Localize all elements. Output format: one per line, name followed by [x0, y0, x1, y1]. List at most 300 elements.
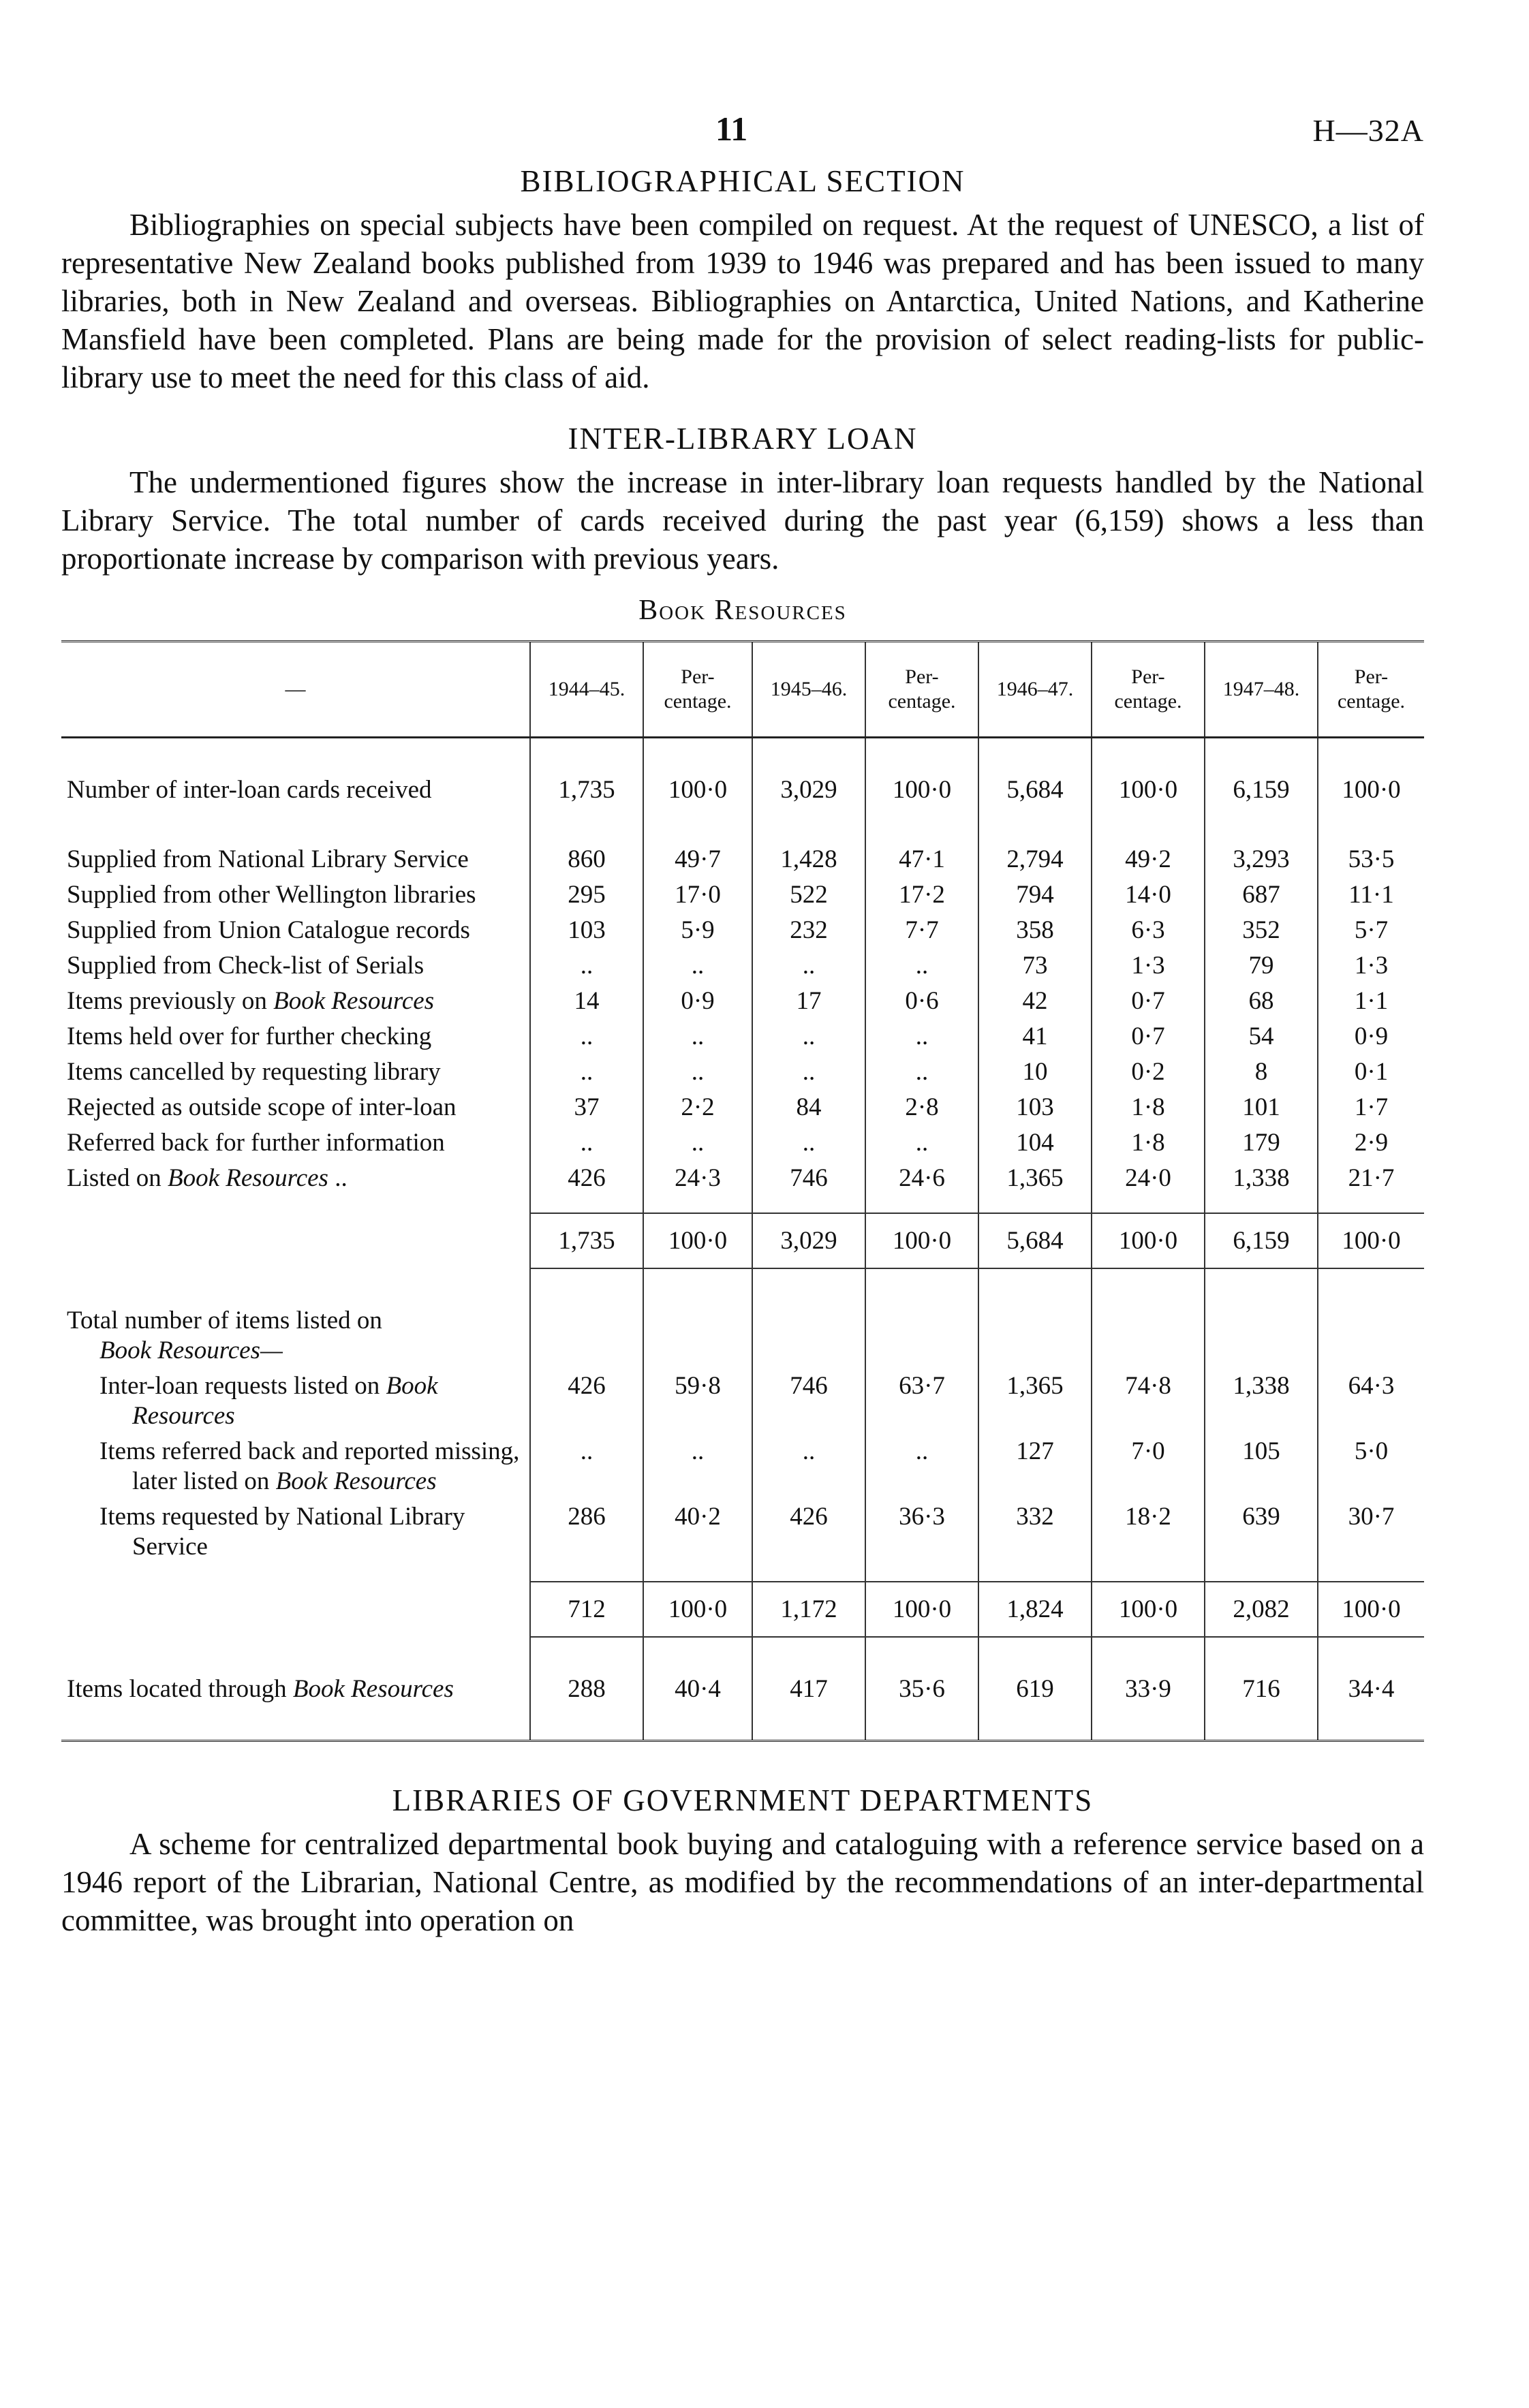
spacer-cell [1205, 1196, 1318, 1213]
value-cell: 6·3 [1092, 913, 1205, 948]
value-cell: .. [530, 1019, 643, 1054]
value-cell: 41 [978, 1019, 1092, 1054]
value-cell: .. [865, 1434, 978, 1499]
spacer-cell [1205, 1303, 1318, 1369]
value-cell: 49·7 [643, 842, 752, 877]
spacer-cell [865, 1707, 978, 1741]
total-value-cell: 1,824 [978, 1582, 1092, 1637]
value-cell: 1,365 [978, 1369, 1092, 1434]
value-cell: 5·7 [1318, 913, 1424, 948]
row-label-italic: Book Resources [273, 987, 435, 1015]
spacer-cell [865, 1268, 978, 1303]
value-cell: .. [643, 1054, 752, 1090]
bibliographical-text: Bibliographies on special subjects have been compiled on request. At the request of UNESCO, a list of representative New Zealand books published from 1939 to 1946 was prepared and has been issued to many libraries, both in New Zealand and overseas. Bibliographies on Antarctica, United Nations, and Katherine Mansfield have been completed. Plans are being made for the provision of select reading-lists for public-library use to meet the need for this class of aid. [61, 208, 1424, 394]
value-cell: 3,029 [752, 772, 865, 808]
spacer-cell [61, 1637, 530, 1672]
spacer-cell [1092, 1565, 1205, 1582]
row-label-text [67, 845, 524, 875]
value-cell: .. [530, 1434, 643, 1499]
spacer-row [61, 808, 1424, 842]
value-cell: 17·2 [865, 877, 978, 913]
interlibrary-heading: INTER-LIBRARY LOAN [568, 422, 918, 456]
spacer-cell [61, 808, 530, 842]
table-row [61, 1161, 1424, 1196]
value-cell: 8 [1205, 1054, 1318, 1090]
value-cell: 1,428 [752, 842, 865, 877]
value-cell: 33·9 [1092, 1672, 1205, 1707]
value-cell: 14·0 [1092, 877, 1205, 913]
value-cell: 0·6 [865, 984, 978, 1019]
row-label-cell [61, 1090, 530, 1125]
table-header-row [61, 642, 1424, 738]
value-cell: 54 [1205, 1019, 1318, 1054]
value-cell: 6,159 [1205, 772, 1318, 808]
value-cell: 100·0 [1318, 772, 1424, 808]
spacer-cell [1092, 1707, 1205, 1741]
total-value-cell: 100·0 [865, 1213, 978, 1268]
value-cell: 24·3 [643, 1161, 752, 1196]
row-label-cell [61, 984, 530, 1019]
row-label-cell [61, 1434, 530, 1499]
value-cell: 746 [752, 1369, 865, 1434]
value-cell: 64·3 [1318, 1369, 1424, 1434]
value-cell: 24·6 [865, 1161, 978, 1196]
spacer-cell [865, 1196, 978, 1213]
spacer-cell [530, 1196, 643, 1213]
value-cell: 0·9 [1318, 1019, 1424, 1054]
value-cell: 3,293 [1205, 842, 1318, 877]
value-cell: 18·2 [1092, 1499, 1205, 1565]
value-cell: 522 [752, 877, 865, 913]
header-cell: 1944–45. [530, 642, 643, 738]
spacer-cell [643, 808, 752, 842]
value-cell: .. [865, 1019, 978, 1054]
total-value-cell: 100·0 [1092, 1213, 1205, 1268]
total-value-cell: 100·0 [643, 1213, 752, 1268]
value-cell: 295 [530, 877, 643, 913]
row-label-text [67, 1057, 524, 1087]
value-cell: 47·1 [865, 842, 978, 877]
row-label: Supplied from National Library Service [67, 845, 469, 873]
document-reference: H—32A [1312, 113, 1424, 148]
value-cell: 1,338 [1205, 1161, 1318, 1196]
value-cell: 716 [1205, 1672, 1318, 1707]
value-cell: 84 [752, 1090, 865, 1125]
value-cell: .. [865, 1125, 978, 1161]
value-cell: 74·8 [1092, 1369, 1205, 1434]
spacer-cell [1318, 1637, 1424, 1672]
value-cell: 35·6 [865, 1672, 978, 1707]
spacer-cell [643, 1707, 752, 1741]
spacer-cell [530, 1268, 643, 1303]
value-cell: 34·4 [1318, 1672, 1424, 1707]
table-row [61, 772, 1424, 808]
value-cell: .. [752, 1434, 865, 1499]
spacer-cell [1318, 1268, 1424, 1303]
book-resources-table [61, 640, 1424, 1742]
row-label-text [67, 1128, 524, 1158]
group-heading-cell [61, 1303, 530, 1369]
value-cell: 37 [530, 1090, 643, 1125]
spacer-cell [978, 1637, 1092, 1672]
value-cell: .. [643, 948, 752, 984]
spacer-cell [752, 1196, 865, 1213]
spacer-cell [61, 1565, 530, 1582]
value-cell: 104 [978, 1125, 1092, 1161]
value-cell: 127 [978, 1434, 1092, 1499]
total-value-cell: 100·0 [1092, 1582, 1205, 1637]
total-label-cell [61, 1213, 530, 1268]
value-cell: 2,794 [978, 842, 1092, 877]
row-label-italic: Book Resources [275, 1467, 437, 1495]
total-value-cell: 2,082 [1205, 1582, 1318, 1637]
value-cell: 24·0 [1092, 1161, 1205, 1196]
spacer-cell [530, 808, 643, 842]
value-cell: 49·2 [1092, 842, 1205, 877]
spacer-cell [865, 1637, 978, 1672]
table-row [61, 913, 1424, 948]
value-cell: 2·8 [865, 1090, 978, 1125]
spacer-cell [752, 1303, 865, 1369]
value-cell: 42 [978, 984, 1092, 1019]
total-row [61, 1582, 1424, 1637]
total-value-cell: 3,029 [752, 1213, 865, 1268]
row-label-cell [61, 1161, 530, 1196]
value-cell: .. [752, 1019, 865, 1054]
spacer-cell [1092, 1196, 1205, 1213]
header-cell: Per-centage. [1092, 642, 1205, 738]
value-cell: .. [752, 1054, 865, 1090]
row-label: Supplied from other Wellington libraries [67, 881, 476, 909]
value-cell: 101 [1205, 1090, 1318, 1125]
spacer-cell [1092, 1268, 1205, 1303]
value-cell: 100·0 [643, 772, 752, 808]
value-cell: 426 [752, 1499, 865, 1565]
spacer-cell [752, 1565, 865, 1582]
value-cell: 426 [530, 1161, 643, 1196]
table-row [61, 1434, 1424, 1499]
table-row [61, 984, 1424, 1019]
row-label-text [67, 1371, 524, 1431]
spacer-cell [530, 1565, 643, 1582]
value-cell: .. [752, 1125, 865, 1161]
spacer-cell [1318, 1565, 1424, 1582]
total-value-cell: 100·0 [865, 1582, 978, 1637]
value-cell: .. [865, 1054, 978, 1090]
value-cell: 794 [978, 877, 1092, 913]
value-cell: 79 [1205, 948, 1318, 984]
spacer-cell [752, 808, 865, 842]
spacer-cell [865, 1565, 978, 1582]
value-cell: 10 [978, 1054, 1092, 1090]
value-cell: 0·7 [1092, 1019, 1205, 1054]
table-row [61, 1019, 1424, 1054]
value-cell: 7·7 [865, 913, 978, 948]
row-label-prefix: Items previously on [67, 987, 274, 1015]
spacer-cell [1205, 808, 1318, 842]
table-row [61, 877, 1424, 913]
spacer-cell [1318, 808, 1424, 842]
spacer-cell [643, 1565, 752, 1582]
govdept-text: A scheme for centralized departmental book buying and cataloguing with a reference service based on a 1946 report of the Librarian, National Centre, as modified by the recommendations of an inter-departmental committee, was brought into operation on [61, 1827, 1424, 1937]
row-label: Items held over for further checking [67, 1022, 432, 1050]
value-cell: .. [865, 948, 978, 984]
value-cell: 2·9 [1318, 1125, 1424, 1161]
value-cell: 100·0 [1092, 772, 1205, 808]
value-cell: 100·0 [865, 772, 978, 808]
spacer-cell [1318, 1707, 1424, 1741]
row-label-cell [61, 1672, 530, 1707]
value-cell: 59·8 [643, 1369, 752, 1434]
value-cell: 352 [1205, 913, 1318, 948]
spacer-cell [643, 1637, 752, 1672]
value-cell: 639 [1205, 1499, 1318, 1565]
table-row [61, 1054, 1424, 1090]
row-label: Items cancelled by requesting library [67, 1058, 441, 1086]
row-label: Supplied from Check-list of Serials [67, 952, 424, 980]
spacer-cell [1205, 1637, 1318, 1672]
value-cell: 5·9 [643, 913, 752, 948]
value-cell: 40·4 [643, 1672, 752, 1707]
spacer-cell [1092, 1637, 1205, 1672]
value-cell: 332 [978, 1499, 1092, 1565]
row-label-cell [61, 1125, 530, 1161]
row-label-italic: Book Resources [132, 1372, 438, 1430]
value-cell: 7·0 [1092, 1434, 1205, 1499]
value-cell: 53·5 [1318, 842, 1424, 877]
row-label-text [67, 916, 524, 945]
table-row [61, 1090, 1424, 1125]
row-label-text [67, 1093, 524, 1123]
row-label-italic: Book Resources [167, 1164, 328, 1192]
page [61, 102, 1424, 1939]
row-label: Referred back for further information [67, 1129, 445, 1157]
spacer-cell [530, 1637, 643, 1672]
value-cell: 1·3 [1318, 948, 1424, 984]
value-cell: 1,735 [530, 772, 643, 808]
spacer-cell [61, 1196, 530, 1213]
value-cell: 232 [752, 913, 865, 948]
row-label-cell [61, 772, 530, 808]
spacer-cell [1092, 808, 1205, 842]
table-row [61, 1499, 1424, 1565]
spacer-cell [61, 1707, 530, 1741]
header-cell: — [61, 642, 530, 738]
value-cell: 0·2 [1092, 1054, 1205, 1090]
interlibrary-text: The undermentioned figures show the increase in inter-library loan requests handled by the National Library Service. The total number of cards received during the past year (6,159) shows a less than proportionate increase by comparison with previous years. [61, 465, 1424, 576]
header-cell: Per-centage. [865, 642, 978, 738]
value-cell: 619 [978, 1672, 1092, 1707]
row-label-cell [61, 842, 530, 877]
value-cell: 2·2 [643, 1090, 752, 1125]
spacer-cell [978, 1196, 1092, 1213]
table-row [61, 1125, 1424, 1161]
value-cell: 103 [978, 1090, 1092, 1125]
row-label-cell [61, 913, 530, 948]
spacer-row [61, 1268, 1424, 1303]
value-cell: 358 [978, 913, 1092, 948]
value-cell: .. [643, 1125, 752, 1161]
value-cell: 426 [530, 1369, 643, 1434]
row-label-text [67, 951, 524, 981]
header-cell: 1947–48. [1205, 642, 1318, 738]
spacer-cell [643, 1303, 752, 1369]
row-label-italic: Book Resources [292, 1675, 454, 1703]
row-label-cell [61, 948, 530, 984]
value-cell: 288 [530, 1672, 643, 1707]
value-cell: 17·0 [643, 877, 752, 913]
value-cell: 1·3 [1092, 948, 1205, 984]
govdept-heading: LIBRARIES OF GOVERNMENT DEPARTMENTS [392, 1783, 1094, 1817]
spacer-cell [865, 1303, 978, 1369]
spacer-row [61, 1196, 1424, 1213]
spacer-cell [978, 1707, 1092, 1741]
row-label-cell [61, 1499, 530, 1565]
value-cell: 105 [1205, 1434, 1318, 1499]
value-cell: .. [530, 1054, 643, 1090]
value-cell: 5,684 [978, 772, 1092, 808]
spacer-cell [865, 808, 978, 842]
row-label-suffix: .. [328, 1164, 348, 1192]
value-cell: .. [643, 1434, 752, 1499]
value-cell: 68 [1205, 984, 1318, 1019]
spacer-cell [530, 1303, 643, 1369]
spacer-cell [530, 1707, 643, 1741]
value-cell: 1,338 [1205, 1369, 1318, 1434]
row-label-text [67, 880, 524, 910]
spacer-cell [643, 1196, 752, 1213]
row-label-text [67, 1674, 524, 1704]
total-value-cell: 100·0 [1318, 1213, 1424, 1268]
table-body [61, 738, 1424, 1741]
value-cell: 0·7 [1092, 984, 1205, 1019]
table-row [61, 842, 1424, 877]
row-label-text [67, 775, 524, 805]
spacer-cell [978, 1303, 1092, 1369]
spacer-row [61, 1637, 1424, 1672]
row-label-prefix: Inter-loan requests listed on [99, 1372, 386, 1400]
value-cell: 179 [1205, 1125, 1318, 1161]
value-cell: 30·7 [1318, 1499, 1424, 1565]
value-cell: 860 [530, 842, 643, 877]
group-heading-italic: Book Resources— [99, 1336, 283, 1364]
row-label-cell [61, 1369, 530, 1434]
row-label-text [67, 1022, 524, 1052]
value-cell: .. [530, 948, 643, 984]
value-cell: 1·7 [1318, 1090, 1424, 1125]
value-cell: 14 [530, 984, 643, 1019]
row-label-text [67, 986, 524, 1016]
spacer-cell [978, 808, 1092, 842]
spacer-cell [978, 1268, 1092, 1303]
value-cell: 103 [530, 913, 643, 948]
value-cell: 73 [978, 948, 1092, 984]
value-cell: 1·1 [1318, 984, 1424, 1019]
total-value-cell: 100·0 [643, 1582, 752, 1637]
row-label-cell [61, 877, 530, 913]
page-header [61, 102, 1424, 163]
total-value-cell: 6,159 [1205, 1213, 1318, 1268]
spacer-row [61, 1707, 1424, 1741]
total-value-cell: 712 [530, 1582, 643, 1637]
total-row [61, 1213, 1424, 1268]
row-label-text [67, 1163, 524, 1193]
row-label: Items requested by National Library Service [99, 1503, 465, 1561]
value-cell: .. [643, 1019, 752, 1054]
value-cell: 1·8 [1092, 1125, 1205, 1161]
row-label: Rejected as outside scope of inter-loan [67, 1093, 457, 1121]
value-cell: 746 [752, 1161, 865, 1196]
group-heading-row [61, 1303, 1424, 1369]
row-label: Supplied from Union Catalogue records [67, 916, 470, 944]
spacer-cell [1205, 1707, 1318, 1741]
spacer-cell [1318, 1303, 1424, 1369]
table-row [61, 948, 1424, 984]
spacer-cell [752, 1707, 865, 1741]
value-cell: 687 [1205, 877, 1318, 913]
value-cell: 1·8 [1092, 1090, 1205, 1125]
group-heading: Total number of items listed on [67, 1307, 382, 1334]
page-number: 11 [715, 110, 748, 148]
table-title: Book Resources [638, 595, 847, 626]
total-value-cell: 1,172 [752, 1582, 865, 1637]
row-label-cell [61, 1054, 530, 1090]
row-label-prefix: Listed on [67, 1164, 168, 1192]
value-cell: 0·1 [1318, 1054, 1424, 1090]
value-cell: 17 [752, 984, 865, 1019]
value-cell: .. [530, 1125, 643, 1161]
value-cell: 21·7 [1318, 1161, 1424, 1196]
spacer-row [61, 1565, 1424, 1582]
value-cell: 417 [752, 1672, 865, 1707]
value-cell: 63·7 [865, 1369, 978, 1434]
header-cell: Per-centage. [1318, 642, 1424, 738]
row-label-prefix: Items referred back and reported missing, later listed on [99, 1437, 520, 1495]
spacer-cell [1205, 1268, 1318, 1303]
table-row [61, 1369, 1424, 1434]
total-value-cell: 5,684 [978, 1213, 1092, 1268]
header-cell: 1946–47. [978, 642, 1092, 738]
total-value-cell: 1,735 [530, 1213, 643, 1268]
value-cell: 11·1 [1318, 877, 1424, 913]
total-value-cell: 100·0 [1318, 1582, 1424, 1637]
value-cell: 40·2 [643, 1499, 752, 1565]
spacer-cell [61, 1268, 530, 1303]
total-label-cell [61, 1582, 530, 1637]
value-cell: 286 [530, 1499, 643, 1565]
value-cell: .. [752, 948, 865, 984]
header-cell: Per-centage. [643, 642, 752, 738]
value-cell: 36·3 [865, 1499, 978, 1565]
row-label-text [67, 1437, 524, 1497]
spacer-cell [643, 1268, 752, 1303]
value-cell: 5·0 [1318, 1434, 1424, 1499]
bibliographical-heading: BIBLIOGRAPHICAL SECTION [520, 164, 966, 198]
spacer-cell [1205, 1565, 1318, 1582]
row-label-text [67, 1502, 524, 1562]
spacer-cell [752, 1268, 865, 1303]
spacer-cell [1318, 1196, 1424, 1213]
row-label-prefix: Items located through [67, 1675, 293, 1703]
value-cell: 1,365 [978, 1161, 1092, 1196]
spacer-cell [978, 1565, 1092, 1582]
row-label-cell [61, 1019, 530, 1054]
spacer-cell [752, 1637, 865, 1672]
value-cell: 0·9 [643, 984, 752, 1019]
row-label: Number of inter-loan cards received [67, 776, 432, 804]
table-row [61, 1672, 1424, 1707]
header-cell: 1945–46. [752, 642, 865, 738]
